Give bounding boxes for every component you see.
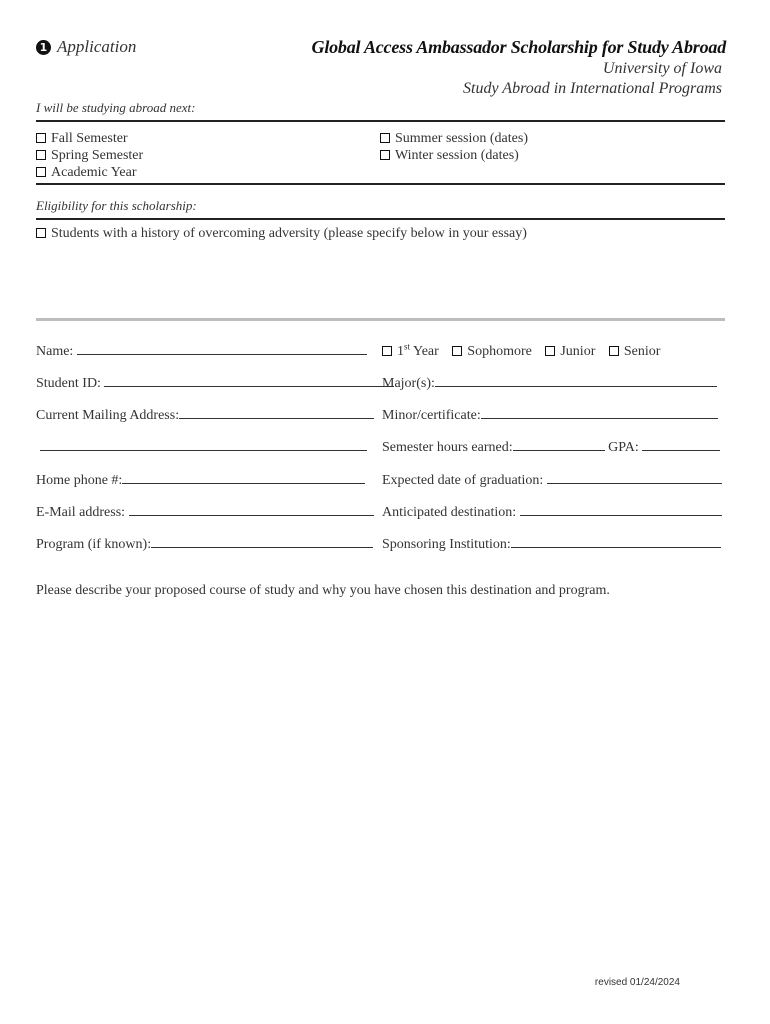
checkbox-fall-semester[interactable]: Fall Semester [36, 131, 128, 147]
checkbox-icon[interactable] [382, 346, 392, 356]
form-title: Global Access Ambassador Scholarship for Study Abroad [311, 37, 726, 57]
checkbox-icon[interactable] [452, 346, 462, 356]
checkbox-icon[interactable] [609, 346, 619, 356]
mailing-address-field[interactable]: Current Mailing Address: [36, 405, 374, 424]
step-label: Application [57, 37, 137, 56]
checkbox-senior[interactable]: Senior [609, 344, 661, 359]
section-divider [36, 183, 725, 185]
sponsoring-institution-field[interactable]: Sponsoring Institution: [382, 534, 721, 553]
checkbox-icon[interactable] [36, 150, 46, 160]
mailing-address-input-line-2[interactable] [40, 437, 367, 451]
checkbox-icon[interactable] [36, 228, 46, 238]
graduation-date-field[interactable]: Expected date of graduation: [382, 470, 722, 489]
mailing-address-input-line[interactable] [179, 405, 374, 419]
name-field[interactable]: Name: [36, 341, 367, 360]
checkbox-academic-year[interactable]: Academic Year [36, 165, 137, 181]
checkbox-spring-semester[interactable]: Spring Semester [36, 148, 143, 164]
checkbox-icon[interactable] [545, 346, 555, 356]
section-divider [36, 120, 725, 122]
university-name: University of Iowa [602, 60, 722, 77]
destination-field[interactable]: Anticipated destination: [382, 502, 722, 521]
section-divider [36, 318, 725, 321]
checkbox-icon[interactable] [380, 133, 390, 143]
major-field[interactable]: Major(s): [382, 373, 717, 392]
minor-input-line[interactable] [481, 405, 718, 419]
graduation-date-input-line[interactable] [547, 470, 722, 484]
checkbox-icon[interactable] [36, 133, 46, 143]
checkbox-adversity[interactable]: Students with a history of overcoming adversity (please specify below in your essay) [36, 226, 527, 242]
revision-date: revised 01/24/2024 [594, 977, 680, 988]
name-input-line[interactable] [77, 341, 367, 355]
program-input-line[interactable] [151, 534, 373, 548]
student-id-field[interactable]: Student ID: [36, 373, 394, 392]
checkbox-icon[interactable] [36, 167, 46, 177]
checkbox-icon[interactable] [380, 150, 390, 160]
section-divider [36, 218, 725, 220]
checkbox-winter-session[interactable]: Winter session (dates) [380, 148, 519, 164]
step-number-badge: 1 [36, 40, 51, 55]
major-input-line[interactable] [435, 373, 717, 387]
eligibility-section-label: Eligibility for this scholarship: [36, 198, 197, 213]
mailing-address-line-2[interactable] [40, 437, 367, 456]
application-heading [36, 37, 136, 57]
email-field[interactable]: E-Mail address: [36, 502, 374, 521]
essay-area[interactable] [36, 605, 725, 955]
minor-field[interactable]: Minor/certificate: [382, 405, 718, 424]
class-year-options [382, 341, 670, 360]
destination-input-line[interactable] [520, 502, 722, 516]
semester-hours-input-line[interactable] [513, 437, 605, 451]
studying-section-label: I will be studying abroad next: [36, 100, 196, 115]
gpa-input-line[interactable] [642, 437, 720, 451]
sponsoring-institution-input-line[interactable] [511, 534, 721, 548]
checkbox-first-year[interactable]: 1st Year [382, 344, 439, 359]
student-id-input-line[interactable] [104, 373, 394, 387]
home-phone-input-line[interactable] [122, 470, 365, 484]
checkbox-summer-session[interactable]: Summer session (dates) [380, 131, 528, 147]
program-field[interactable]: Program (if known): [36, 534, 373, 553]
department-name: Study Abroad in International Programs [463, 80, 722, 97]
essay-prompt: Please describe your proposed course of study and why you have chosen this destination and program. [36, 583, 610, 598]
semester-hours-field[interactable]: Semester hours earned: GPA: [382, 437, 720, 456]
home-phone-field[interactable]: Home phone #: [36, 470, 365, 489]
checkbox-sophomore[interactable]: Sophomore [452, 344, 532, 359]
checkbox-junior[interactable]: Junior [545, 344, 595, 359]
email-input-line[interactable] [129, 502, 374, 516]
